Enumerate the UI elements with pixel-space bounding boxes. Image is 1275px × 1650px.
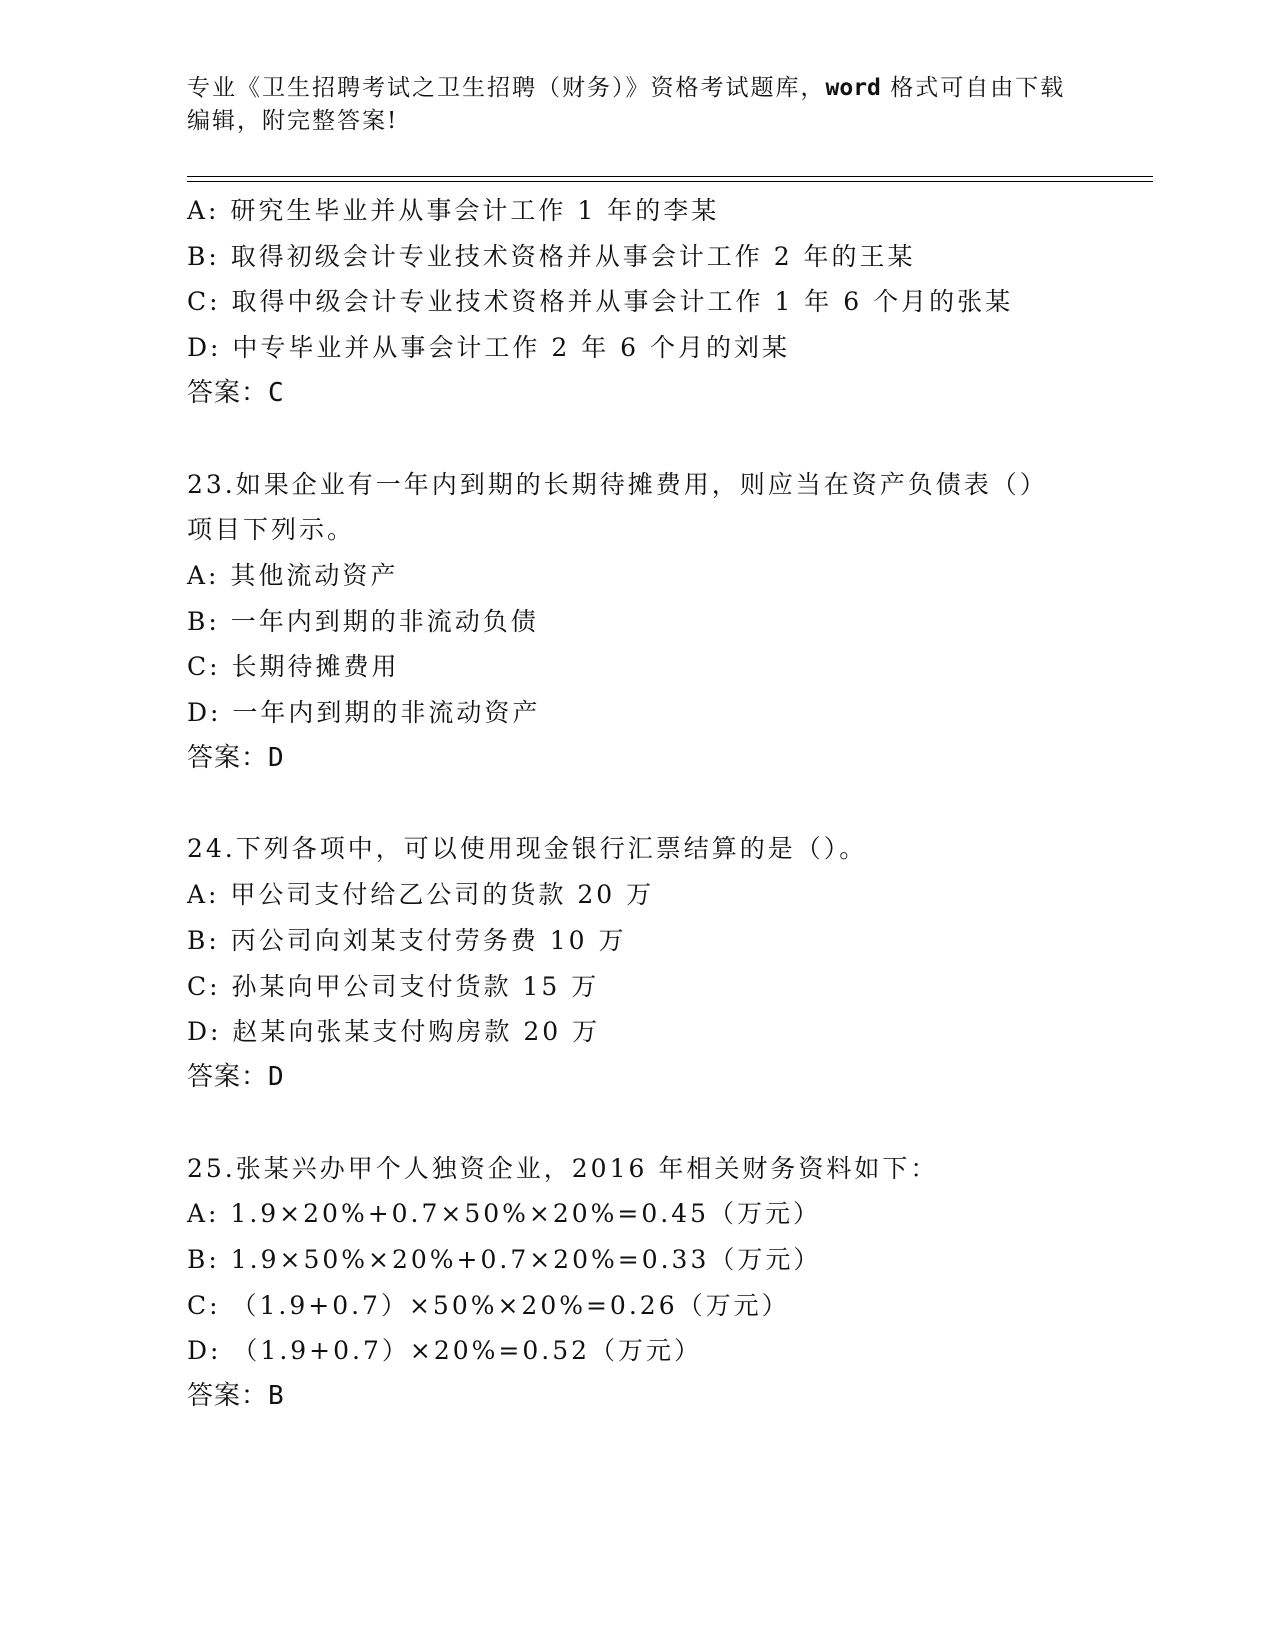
option-d: D: 一年内到期的非流动资产 bbox=[187, 698, 541, 728]
option-c: C: 孙某向甲公司支付货款 15 万 bbox=[187, 971, 600, 1001]
header-rule-bottom bbox=[187, 181, 1153, 182]
header-text-en: word bbox=[825, 75, 881, 101]
answer-value: B bbox=[268, 1381, 285, 1412]
answer-label: 答案： bbox=[187, 377, 269, 408]
option-b: B: 1.9×50%×20%+0.7×20%=0.33（万元） bbox=[187, 1245, 822, 1275]
option-b: B: 取得初级会计专业技术资格并从事会计工作 2 年的王某 bbox=[187, 241, 916, 271]
answer-line bbox=[187, 1055, 1087, 1101]
answer-line bbox=[187, 736, 1087, 782]
option-d: D: （1.9+0.7）×20%=0.52（万元） bbox=[187, 1336, 703, 1366]
answer-value: D bbox=[268, 1061, 285, 1092]
option-a: A: 研究生毕业并从事会计工作 1 年的李某 bbox=[187, 196, 720, 225]
option-c: C: 长期待摊费用 bbox=[187, 652, 400, 682]
option-a: A: 甲公司支付给乙公司的货款 20 万 bbox=[187, 880, 655, 910]
answer-line bbox=[187, 371, 1087, 417]
answer-label: 答案： bbox=[187, 1061, 269, 1092]
question-stem: 23.如果企业有一年内到期的长期待摊费用，则应当在资产负债表（） bbox=[187, 469, 1048, 499]
question-25 bbox=[187, 1146, 1087, 1420]
option-d: D: 赵某向张某支付购房款 20 万 bbox=[187, 1017, 601, 1047]
question-stem: 25.张某兴办甲个人独资企业，2016 年相关财务资料如下： bbox=[187, 1153, 939, 1183]
document-header bbox=[187, 72, 1067, 138]
question-22 bbox=[187, 188, 1087, 417]
answer-line bbox=[187, 1374, 1087, 1420]
header-text-b: 格式可自由下载编辑，附完整答案! bbox=[187, 75, 1066, 134]
question-list bbox=[187, 188, 1087, 1420]
header-rule-top bbox=[187, 176, 1153, 177]
option-c: C: （1.9+0.7）×50%×20%=0.26（万元） bbox=[187, 1290, 790, 1320]
option-b: B: 一年内到期的非流动负债 bbox=[187, 606, 539, 636]
question-23 bbox=[187, 462, 1087, 782]
question-stem: 24.下列各项中，可以使用现金银行汇票结算的是（）。 bbox=[187, 834, 868, 864]
question-stem-continued: 项目下列示。 bbox=[187, 515, 356, 545]
answer-value: C bbox=[268, 377, 285, 408]
option-c: C: 取得中级会计专业技术资格并从事会计工作 1 年 6 个月的张某 bbox=[187, 287, 1014, 317]
answer-label: 答案： bbox=[187, 742, 269, 773]
question-24 bbox=[187, 826, 1087, 1100]
option-a: A: 1.9×20%+0.7×50%×20%=0.45（万元） bbox=[187, 1199, 822, 1229]
answer-value: D bbox=[268, 742, 285, 773]
answer-label: 答案： bbox=[187, 1381, 269, 1412]
option-d: D: 中专毕业并从事会计工作 2 年 6 个月的刘某 bbox=[187, 333, 791, 363]
option-b: B: 丙公司向刘某支付劳务费 10 万 bbox=[187, 925, 627, 955]
header-text-a: 专业《卫生招聘考试之卫生招聘（财务）》资格考试题库， bbox=[187, 75, 826, 101]
option-a: A: 其他流动资产 bbox=[187, 560, 399, 590]
